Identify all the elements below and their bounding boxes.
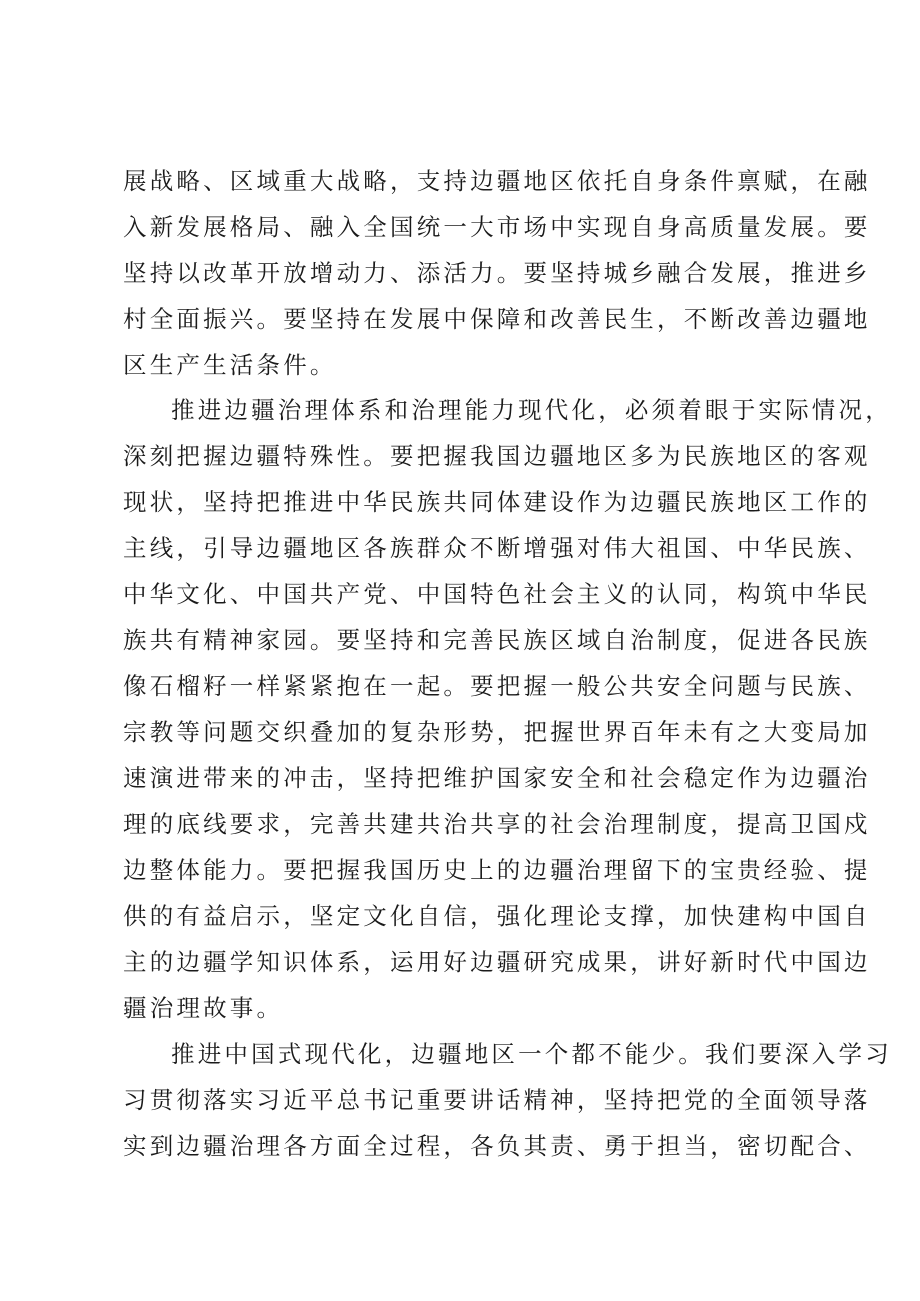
text-line: 像石榴籽一样紧紧抱在一起。要把握一般公共安全问题与民族、 [123, 672, 871, 700]
text-line: 深刻把握边疆特殊性。要把握我国边疆地区多为民族地区的客观 [123, 442, 871, 470]
text-line: 展战略、区域重大战略，支持边疆地区依托自身条件禀赋，在融 [123, 167, 871, 195]
text-line: 推进中国式现代化，边疆地区一个都不能少。我们要深入学习 [171, 1040, 892, 1068]
text-line: 坚持以改革开放增动力、添活力。要坚持城乡融合发展，推进乡 [123, 259, 871, 287]
text-line: 推进边疆治理体系和治理能力现代化，必须着眼于实际情况， [171, 396, 892, 424]
text-line: 族共有精神家园。要坚持和完善民族区域自治制度，促进各民族 [123, 626, 871, 654]
text-line: 速演进带来的冲击，坚持把维护国家安全和社会稳定作为边疆治 [123, 764, 871, 792]
text-line: 现状，坚持把推进中华民族共同体建设作为边疆民族地区工作的 [123, 488, 871, 516]
text-line: 主的边疆学知识体系，运用好边疆研究成果，讲好新时代中国边 [123, 948, 871, 976]
text-line: 理的底线要求，完善共建共治共享的社会治理制度，提高卫国戍 [123, 810, 871, 838]
text-line: 习贯彻落实习近平总书记重要讲话精神，坚持把党的全面领导落 [123, 1086, 871, 1114]
text-line: 主线，引导边疆地区各族群众不断增强对伟大祖国、中华民族、 [123, 534, 871, 562]
text-line: 宗教等问题交织叠加的复杂形势，把握世界百年未有之大变局加 [123, 718, 871, 746]
text-line: 中华文化、中国共产党、中国特色社会主义的认同，构筑中华民 [123, 580, 871, 608]
text-line: 入新发展格局、融入全国统一大市场中实现自身高质量发展。要 [123, 213, 871, 241]
text-line: 供的有益启示，坚定文化自信，强化理论支撑，加快建构中国自 [123, 902, 871, 930]
text-line: 边整体能力。要把握我国历史上的边疆治理留下的宝贵经验、提 [123, 856, 871, 884]
text-line: 疆治理故事。 [123, 994, 284, 1022]
text-line: 实到边疆治理各方面全过程，各负其责、勇于担当，密切配合、 [123, 1132, 871, 1160]
text-line: 村全面振兴。要坚持在发展中保障和改善民生，不断改善边疆地 [123, 305, 871, 333]
text-line: 区生产生活条件。 [123, 351, 337, 379]
